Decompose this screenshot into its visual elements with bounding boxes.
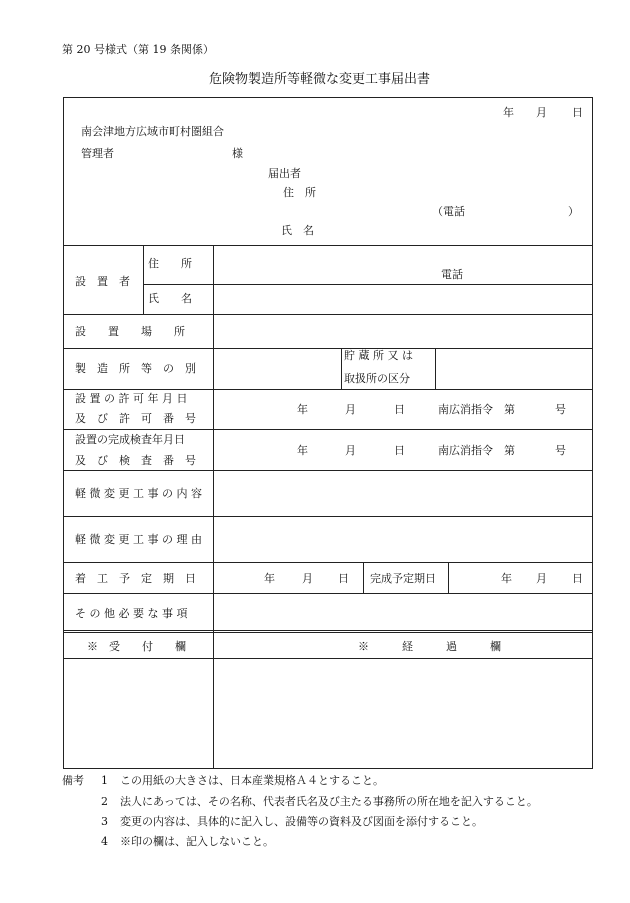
note-number: 3 — [101, 815, 108, 828]
form-title: 危険物製造所等軽微な変更工事届出書 — [209, 72, 431, 87]
start-year: 年 — [264, 572, 275, 585]
divider — [64, 658, 592, 659]
note-number: 1 — [101, 774, 108, 787]
inspection-month: 月 — [345, 444, 356, 457]
addressee: 南会津地方広域市町村圏組合 — [81, 125, 224, 138]
permit-number-suffix: 号 — [555, 403, 566, 416]
divider — [64, 516, 592, 517]
inspection-day: 日 — [394, 444, 405, 457]
progress-column-label: ※ 経 過 欄 — [358, 640, 501, 653]
installer-name-label: 氏 名 — [148, 292, 192, 305]
divider — [64, 429, 592, 430]
note-number: 4 — [101, 835, 108, 848]
installer-address-label: 住 所 — [148, 257, 192, 270]
inspection-year: 年 — [297, 444, 308, 457]
label-column-divider — [213, 245, 214, 768]
inspection-label-1: 設置の完成検査年月日 — [75, 433, 185, 446]
divider — [435, 348, 436, 389]
permit-label-1: 設 置 の 許 可 年 月 日 — [75, 392, 188, 405]
completion-month: 月 — [536, 572, 547, 585]
note-text: 変更の内容は、具体的に記入し、設備等の資料及び図面を添付すること。 — [120, 815, 483, 828]
divider — [64, 562, 592, 563]
divider — [64, 389, 592, 390]
permit-number-prefix: 南広消指令 第 — [438, 403, 515, 416]
start-day: 日 — [338, 572, 349, 585]
other-matters-label: そ の 他 必 要 な 事 項 — [75, 607, 188, 620]
reception-column-label: ※ 受 付 欄 — [87, 640, 186, 653]
permit-label-2: 及 び 許 可 番 号 — [75, 412, 196, 425]
divider — [143, 245, 144, 314]
note-text: この用紙の大きさは、日本産業規格Ａ４とすること。 — [120, 774, 384, 787]
applicant-label: 届出者 — [268, 167, 301, 180]
date-year: 年 — [503, 106, 514, 119]
permit-month: 月 — [345, 403, 356, 416]
completion-date-label: 完成予定期日 — [370, 572, 436, 585]
inspection-label-2: 及 び 検 査 番 号 — [75, 454, 196, 467]
applicant-phone-label: （電話 — [432, 205, 465, 218]
note-text: 法人にあっては、その名称、代表者氏名及び主たる事務所の所在地を記入すること。 — [120, 795, 538, 808]
manager-label: 管理者 — [81, 147, 114, 160]
permit-day: 日 — [394, 403, 405, 416]
divider — [341, 348, 342, 389]
completion-year: 年 — [501, 572, 512, 585]
date-day: 日 — [572, 106, 583, 119]
date-month: 月 — [536, 106, 547, 119]
permit-year: 年 — [297, 403, 308, 416]
storage-class-label-2: 取扱所の区分 — [344, 372, 410, 385]
facility-type-label: 製 造 所 等 の 別 — [75, 362, 196, 375]
applicant-phone-close: ） — [568, 205, 579, 218]
divider — [143, 284, 592, 285]
installer-label: 設 置 者 — [75, 275, 130, 288]
note-text: ※印の欄は、記入しないこと。 — [120, 835, 274, 848]
installer-phone-label: 電話 — [441, 268, 463, 281]
divider — [64, 470, 592, 471]
divider — [64, 314, 592, 315]
inspection-number-prefix: 南広消指令 第 — [438, 444, 515, 457]
style-number: 第 20 号様式（第 19 条関係） — [62, 43, 214, 56]
notes-label: 備考 — [62, 774, 84, 787]
location-label: 設 置 場 所 — [75, 325, 185, 338]
storage-class-label-1: 貯 蔵 所 又 は — [344, 349, 413, 362]
change-reason-label: 軽 微 変 更 工 事 の 理 由 — [75, 533, 202, 546]
divider — [363, 562, 364, 593]
applicant-name-label: 氏 名 — [281, 224, 314, 237]
divider — [64, 593, 592, 594]
applicant-address-label: 住 所 — [283, 186, 316, 199]
completion-day: 日 — [572, 572, 583, 585]
divider — [64, 348, 592, 349]
start-date-label: 着 工 予 定 期 日 — [75, 572, 196, 585]
divider — [448, 562, 449, 593]
honorific: 様 — [232, 147, 243, 160]
inspection-number-suffix: 号 — [555, 444, 566, 457]
note-number: 2 — [101, 795, 108, 808]
start-month: 月 — [302, 572, 313, 585]
double-divider — [64, 630, 592, 633]
change-content-label: 軽 微 変 更 工 事 の 内 容 — [75, 487, 202, 500]
